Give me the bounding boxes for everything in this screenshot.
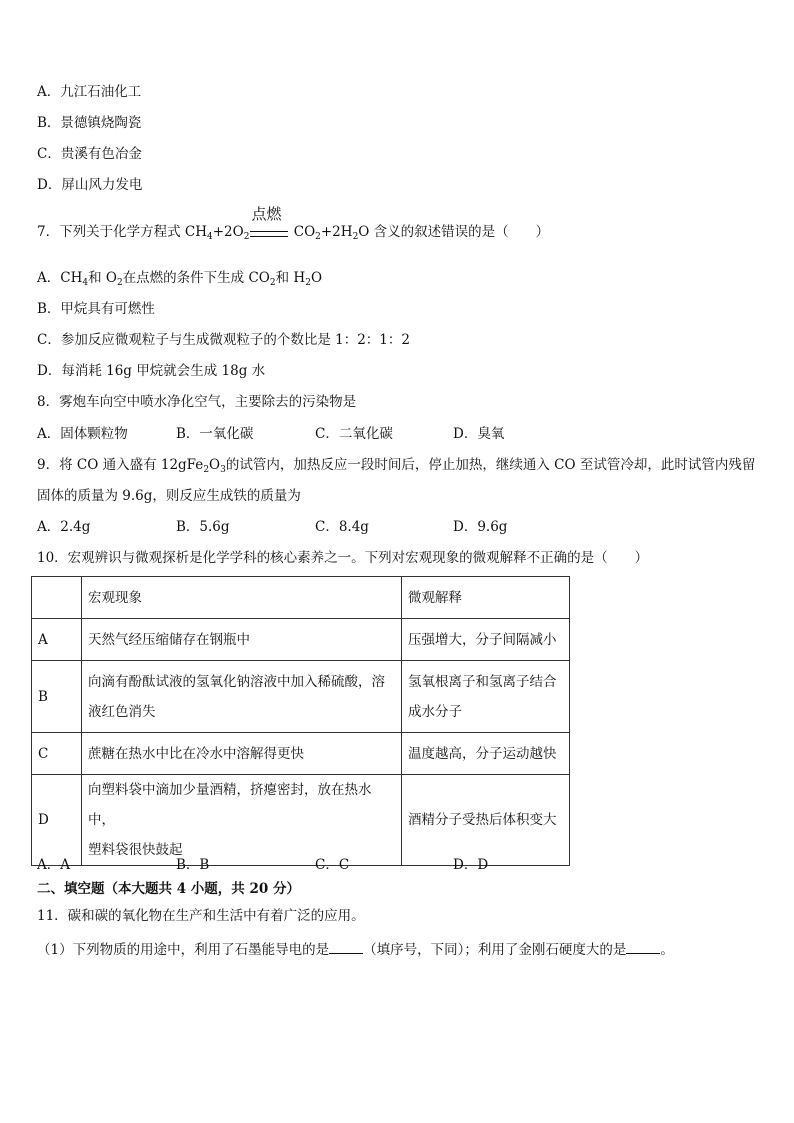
q9-option-c: C．8.4g — [315, 519, 369, 535]
q9-option-b: B．5.6g — [176, 519, 230, 535]
macro-phenomenon: 蔗糖在热水中比在冷水中溶解得更快 — [82, 733, 402, 775]
q7-option-c: C．参加反应微观粒子与生成微观粒子的个数比是 1：2：1：2 — [37, 332, 410, 348]
q7-option-a: A．$CH_4$和 $O_2$在点燃的条件下生成 $CO_2$和 $H_2O$ — [37, 270, 323, 288]
q9-option-d: D．9.6g — [453, 519, 508, 535]
table-header-macro: 宏观现象 — [82, 577, 402, 619]
q9-option-a: A．2.4g — [37, 519, 91, 535]
q10-table — [31, 576, 570, 866]
micro-explanation: 酒精分子受热后体积变大 — [402, 775, 570, 866]
q6-option-d: D．屏山风力发电 — [37, 177, 143, 193]
q9-stem: 9．将 CO 通入盛有 $12gFe_2O_3$的试管内，加热反应一段时间后，停止加热，继续通入 CO 至试管冷却，此时试管内残留 — [37, 457, 756, 475]
table-row — [32, 775, 570, 866]
q7-prefix: 7．下列关于化学方程式 — [37, 224, 181, 240]
q9-stem-line2: 固体的质量为 9.6g，则反应生成铁的质量为 — [37, 488, 301, 504]
answer-blank[interactable] — [329, 939, 363, 954]
q8-option-a: A．固体颗粒物 — [37, 426, 128, 442]
table-header-row — [32, 577, 570, 619]
q10-option-b: B．B — [176, 857, 210, 873]
q7-stem — [37, 205, 550, 242]
q10-option-c: C．C — [315, 857, 350, 873]
answer-blank[interactable] — [626, 939, 660, 954]
q7-formula-lhs: $CH_4+2O_2$ — [184, 224, 250, 242]
q8-option-c: C．二氧化碳 — [315, 426, 393, 442]
macro-phenomenon: 天然气经压缩储存在钢瓶中 — [82, 619, 402, 661]
table-cell — [32, 577, 82, 619]
q6-option-c: C．贵溪有色冶金 — [37, 146, 142, 162]
q7-reaction-condition: 点燃 — [249, 222, 289, 242]
q10-option-a: A．A — [37, 857, 70, 873]
q10-stem: 10．宏观辨识与微观探析是化学学科的核心素养之一。下列对宏观现象的微观解释不正确的是（ ） — [37, 550, 649, 566]
section-heading: 二、填空题（本大题共 4 小题，共 20 分） — [37, 881, 300, 897]
micro-explanation: 温度越高，分子运动越快 — [402, 733, 570, 775]
macro-phenomenon: 向滴有酚酞试液的氢氧化钠溶液中加入稀硫酸，溶 液红色消失 — [82, 661, 402, 733]
row-label: D — [32, 775, 82, 866]
row-label: A — [32, 619, 82, 661]
q7-option-d: D．每消耗 16g 甲烷就会生成 18g 水 — [37, 363, 266, 379]
row-label: B — [32, 661, 82, 733]
q7-option-b: B．甲烷具有可燃性 — [37, 301, 155, 317]
micro-explanation: 压强增大，分子间隔减小 — [402, 619, 570, 661]
q10-option-d: D．D — [453, 857, 489, 873]
q6-option-b: B．景德镇烧陶瓷 — [37, 115, 142, 131]
micro-explanation: 氢氧根离子和氢离子结合 成水分子 — [402, 661, 570, 733]
table-row — [32, 733, 570, 775]
q11-stem: 11．碳和碳的氧化物在生产和生活中有着广泛的应用。 — [37, 908, 365, 924]
q11-part1: （1）下列物质的用途中，利用了石墨能导电的是 （填序号，下同）；利用了金刚石硬度大的是 。 — [37, 939, 674, 960]
q8-option-b: B．一氧化碳 — [176, 426, 254, 442]
q7-suffix: 含义的叙述错误的是（ ） — [373, 224, 550, 240]
q7-formula-rhs: $CO_2+2H_2O$ — [293, 224, 370, 242]
table-row — [32, 661, 570, 733]
macro-phenomenon: 向塑料袋中滴加少量酒精，挤瘪密封，放在热水中， 塑料袋很快鼓起 — [82, 775, 402, 866]
row-label: C — [32, 733, 82, 775]
table-row — [32, 619, 570, 661]
q6-option-a: A．九江石油化工 — [37, 84, 142, 100]
q8-stem: 8．雾炮车向空中喷水净化空气，主要除去的污染物是 — [37, 394, 357, 410]
table-header-micro: 微观解释 — [402, 577, 570, 619]
q8-option-d: D．臭氧 — [453, 426, 505, 442]
